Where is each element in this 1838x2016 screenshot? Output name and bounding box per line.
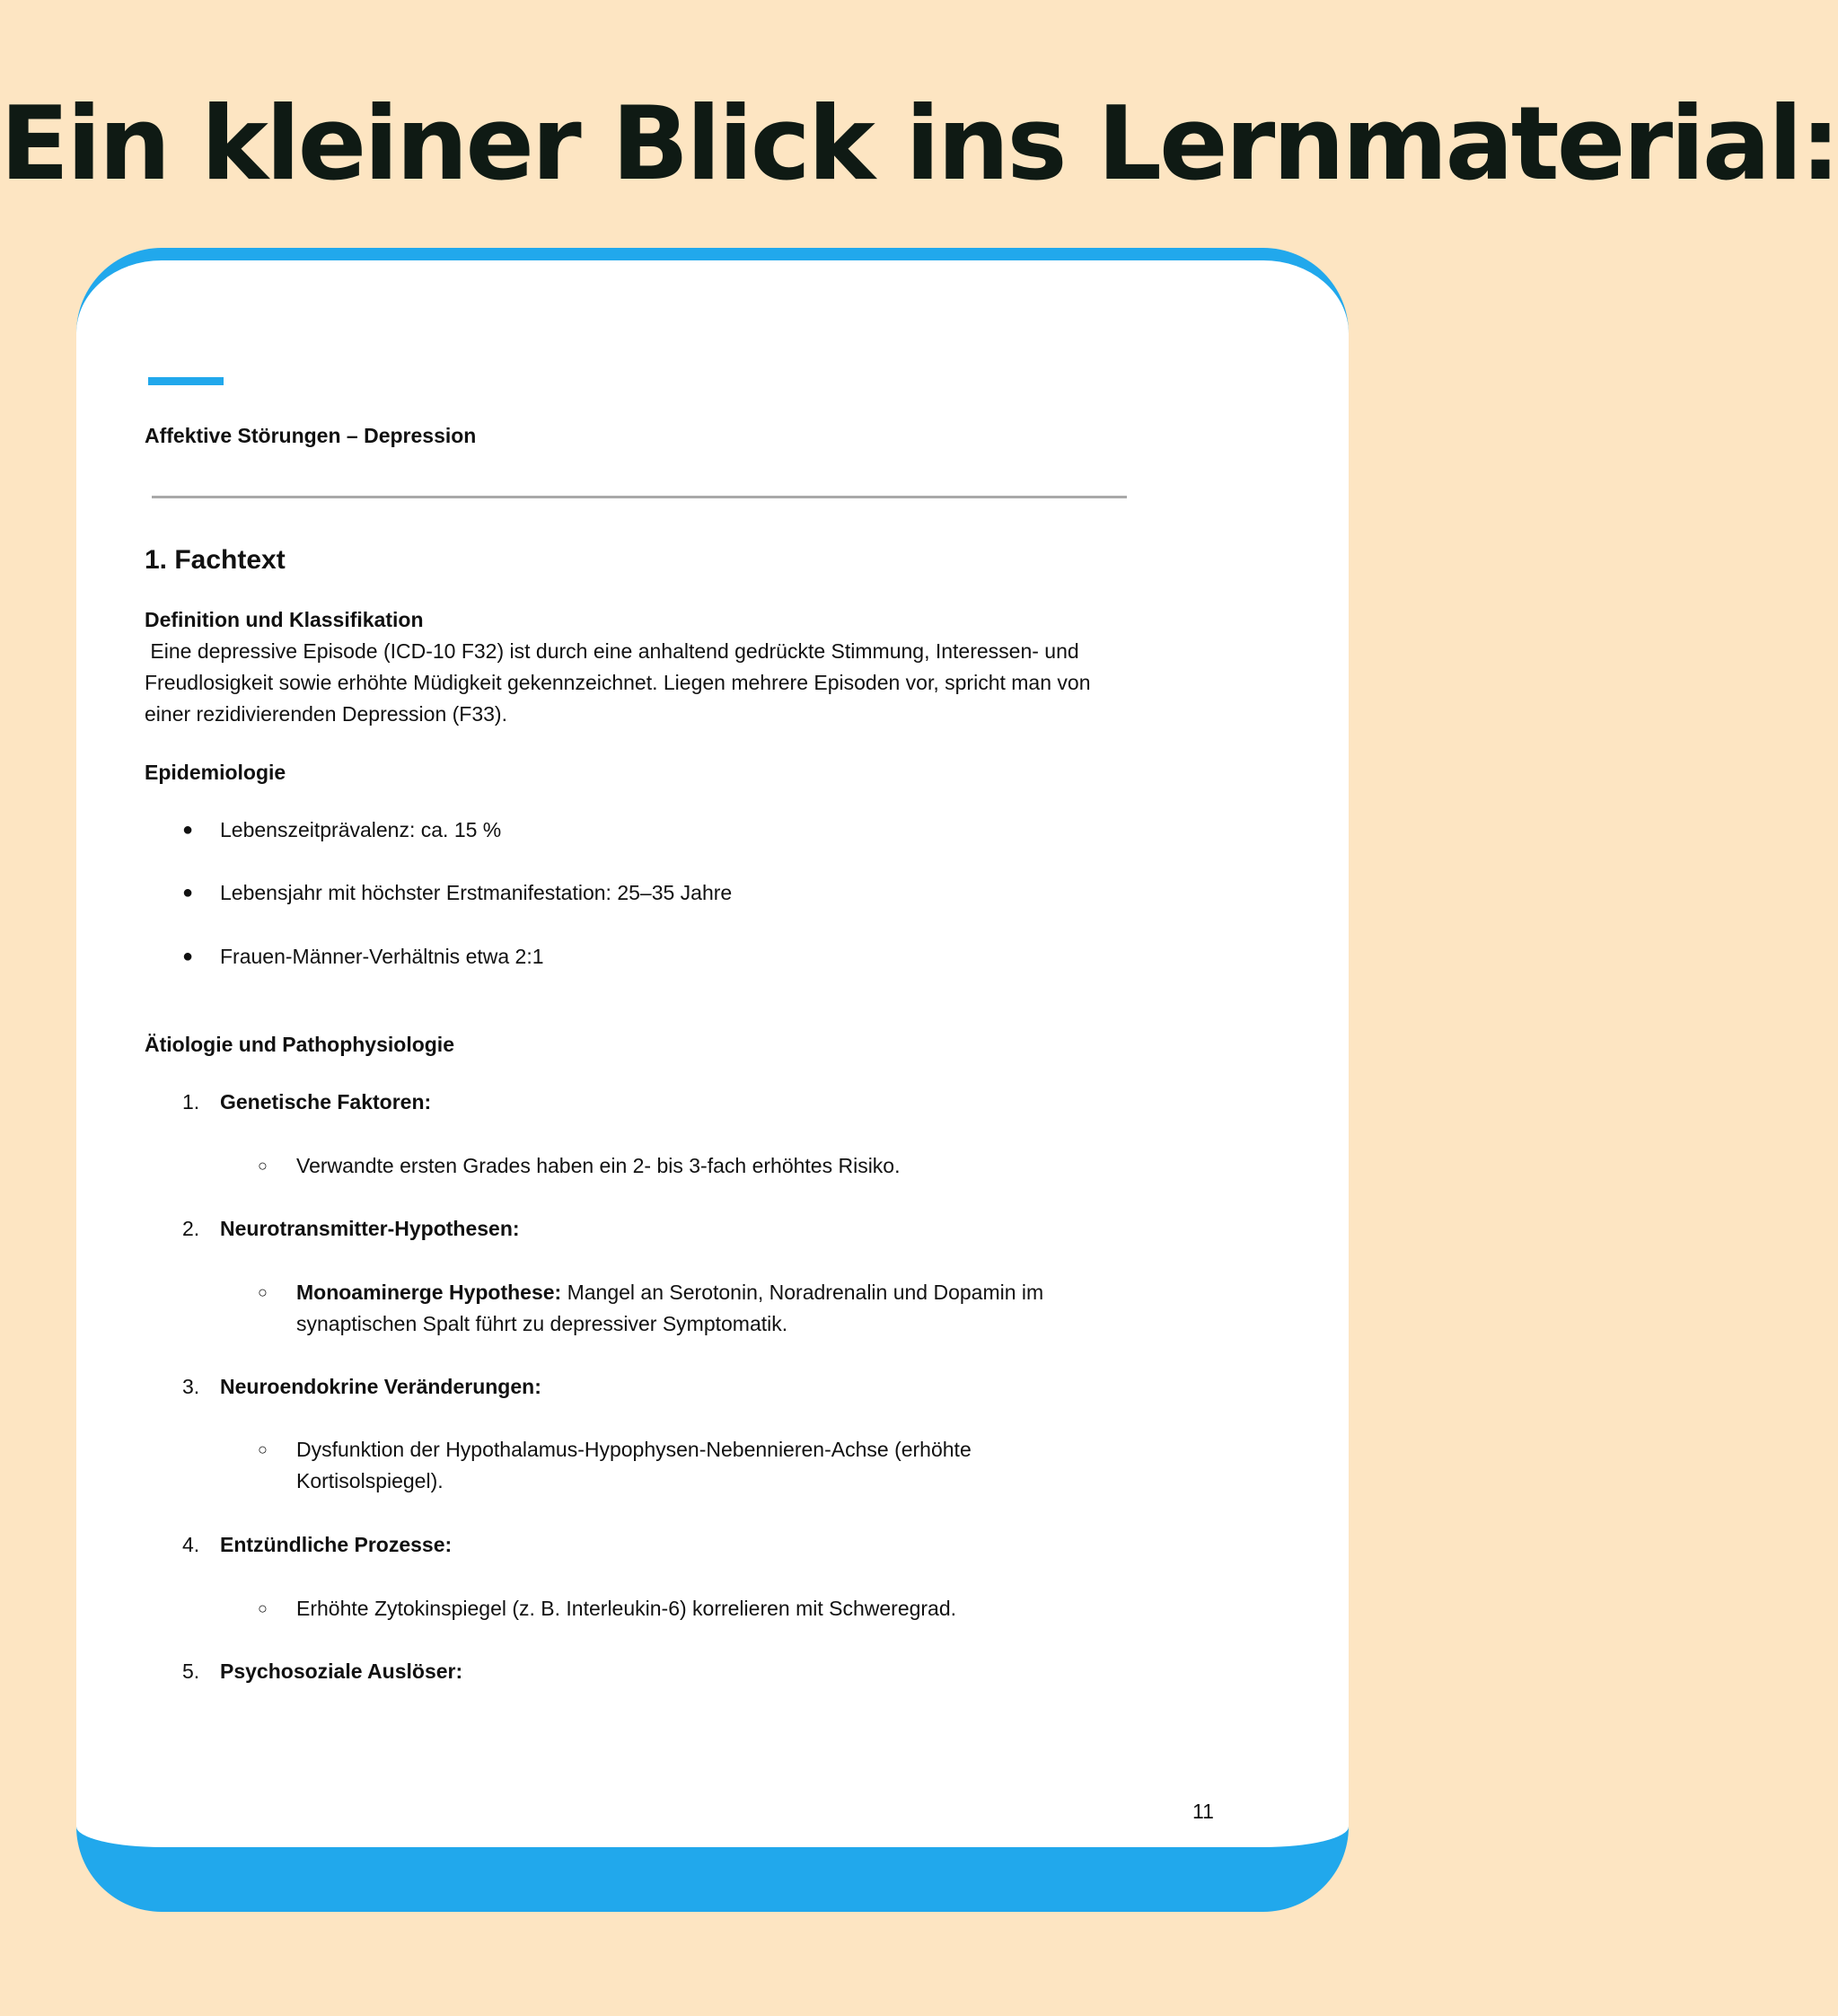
- item-number: 3.: [182, 1375, 200, 1398]
- circle-bullet-icon: ○: [258, 1440, 268, 1458]
- document-title: Affektive Störungen – Depression: [145, 424, 477, 447]
- sub-item-text: [296, 1277, 1086, 1340]
- headline: Ein kleiner Blick ins Lernmaterial:: [0, 84, 1838, 203]
- circle-bullet-icon: ○: [258, 1157, 268, 1175]
- bullet-icon: ●: [182, 820, 194, 840]
- list-item-text: Lebenszeitprävalenz: ca. 15 %: [220, 818, 502, 841]
- epidemiology-heading: Epidemiologie: [145, 761, 286, 784]
- sub-item-text: Verwandte ersten Grades haben ein 2- bis 3-fach erhöhtes Risiko.: [296, 1154, 901, 1177]
- item-label: Neuroendokrine Veränderungen:: [220, 1375, 541, 1398]
- section-heading: 1. Fachtext: [145, 545, 286, 575]
- item-label: Entzündliche Prozesse:: [220, 1533, 453, 1556]
- bullet-icon: ●: [182, 883, 194, 902]
- list-item-text: Lebensjahr mit höchster Erstmanifestation: 25–35 Jahre: [220, 881, 733, 904]
- title-accent-bar: [148, 377, 224, 385]
- item-number: 1.: [182, 1090, 200, 1114]
- sub-item-text: Dysfunktion der Hypothalamus-Hypophysen-Nebennieren-Achse (erhöhte Kortisolspiegel).: [296, 1438, 972, 1492]
- bullet-icon: ●: [182, 946, 194, 966]
- sub-item-body: Mangel an Serotonin, Noradrenalin und Dopamin im synaptischen Spalt führt zu depressiver Symptomatik.: [296, 1281, 1044, 1335]
- etiology-heading: Ätiologie und Pathophysiologie: [145, 1033, 454, 1056]
- circle-bullet-icon: ○: [258, 1599, 268, 1617]
- definition-heading: Definition und Klassifikation: [145, 608, 424, 631]
- item-label: Neurotransmitter-Hypothesen:: [220, 1217, 520, 1240]
- item-label: Psychosoziale Auslöser:: [220, 1659, 463, 1683]
- title-divider: [152, 496, 1127, 498]
- item-number: 5.: [182, 1659, 200, 1683]
- sub-item-text: Erhöhte Zytokinspiegel (z. B. Interleukin-6) korrelieren mit Schweregrad.: [296, 1597, 957, 1620]
- item-number: 4.: [182, 1533, 200, 1556]
- circle-bullet-icon: ○: [258, 1283, 268, 1301]
- page-number: 11: [1192, 1800, 1214, 1823]
- item-label: Genetische Faktoren:: [220, 1090, 432, 1114]
- definition-paragraph: Eine depressive Episode (ICD-10 F32) ist durch eine anhaltend gedrückte Stimmung, Interessen- und Freudlosigkeit sowie erhöhte Müdigkeit gekennzeichnet. Liegen mehrere Episoden vor, spricht man von einer rezidivierenden Depression (F33).: [145, 639, 1096, 726]
- item-number: 2.: [182, 1217, 200, 1240]
- list-item-text: Frauen-Männer-Verhältnis etwa 2:1: [220, 945, 544, 968]
- sub-item-emphasis: Monoaminerge Hypothese:: [296, 1281, 562, 1304]
